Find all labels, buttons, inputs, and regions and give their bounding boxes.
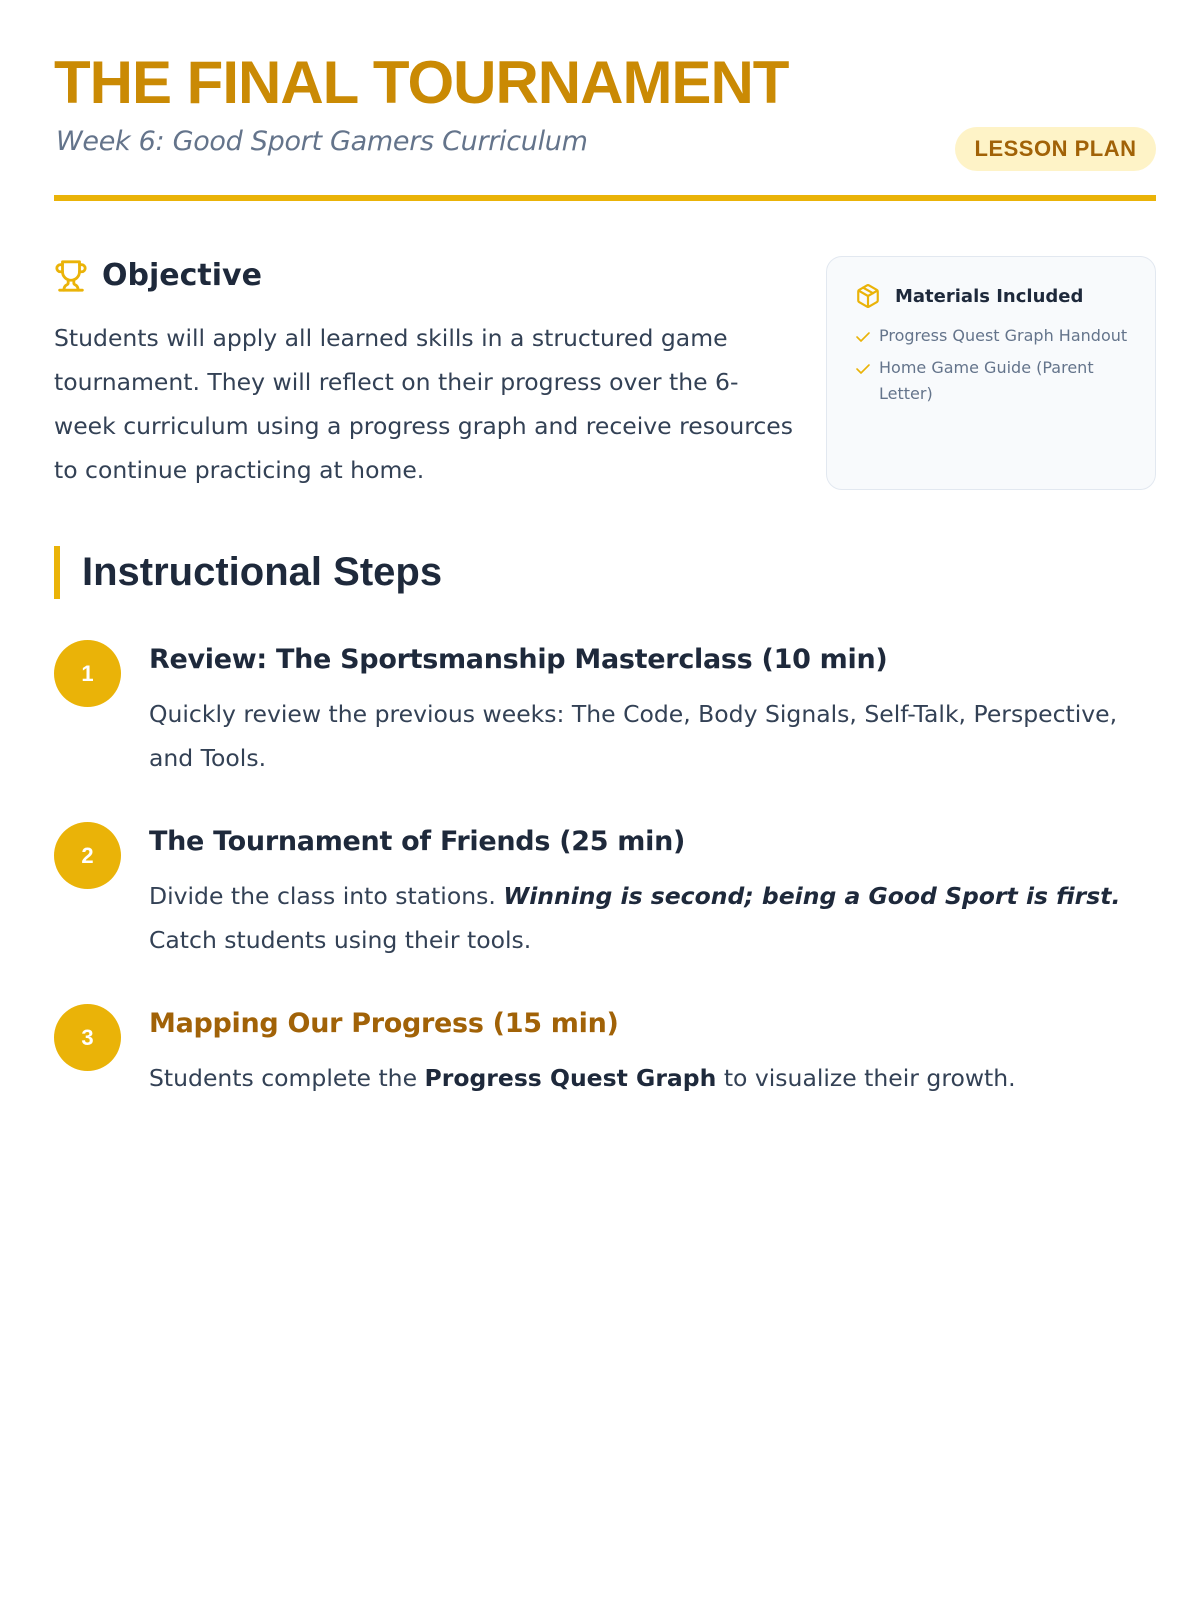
materials-card <box>826 256 1156 490</box>
step-text <box>149 1056 1159 1100</box>
step-text-outro: to visualize their growth. <box>723 1064 1016 1092</box>
objective-heading <box>54 258 262 293</box>
list-item <box>855 323 1129 349</box>
step-number: 1 <box>54 640 121 707</box>
step-title: Review: The Sportsmanship Masterclass (10 min) <box>149 644 888 675</box>
materials-list <box>855 323 1129 407</box>
step-text-outro: Catch students using their tools. <box>149 926 532 954</box>
step-text <box>149 874 1159 962</box>
step-text-emphasis: Winning is second; being a Good Sport is first. <box>503 882 1121 910</box>
objective-text: Students will apply all learned skills in a structured game tournament. They will reflect on their progress over the 6-week curriculum using a progress graph and receive resources to continue practicing at home. <box>54 324 793 484</box>
step-number: 2 <box>54 822 121 889</box>
trophy-icon <box>54 259 88 293</box>
step-title: The Tournament of Friends (25 min) <box>149 826 686 857</box>
check-icon <box>855 323 871 349</box>
page-title: THE FINAL TOURNAMENT <box>54 49 789 116</box>
step-text-intro: Students complete the <box>149 1064 418 1092</box>
step-text-intro: Divide the class into stations. <box>149 882 496 910</box>
header-divider <box>54 195 1156 201</box>
steps-heading <box>54 546 442 599</box>
step-text-strong: Progress Quest Graph <box>424 1064 717 1092</box>
objective-title: Objective <box>102 258 262 293</box>
package-icon <box>855 283 881 309</box>
step-body <box>149 822 1159 962</box>
material-item-label: Home Game Guide (Parent Letter) <box>879 358 1094 403</box>
step-body <box>149 1004 1159 1100</box>
materials-heading <box>855 283 1129 309</box>
step-number: 3 <box>54 1004 121 1071</box>
materials-title: Materials Included <box>895 285 1084 307</box>
page-subtitle: Week 6: Good Sport Gamers Curriculum <box>56 126 588 157</box>
lesson-plan-badge: LESSON PLAN <box>955 127 1156 171</box>
steps-title: Instructional Steps <box>82 550 443 594</box>
list-item <box>855 355 1129 407</box>
check-icon <box>855 355 871 381</box>
step-title: Mapping Our Progress (15 min) <box>149 1008 619 1039</box>
step-body <box>149 640 1159 780</box>
step-text: Quickly review the previous weeks: The Code, Body Signals, Self-Talk, Perspective, and Tools. <box>149 700 1118 772</box>
material-item-label: Progress Quest Graph Handout <box>879 326 1128 345</box>
